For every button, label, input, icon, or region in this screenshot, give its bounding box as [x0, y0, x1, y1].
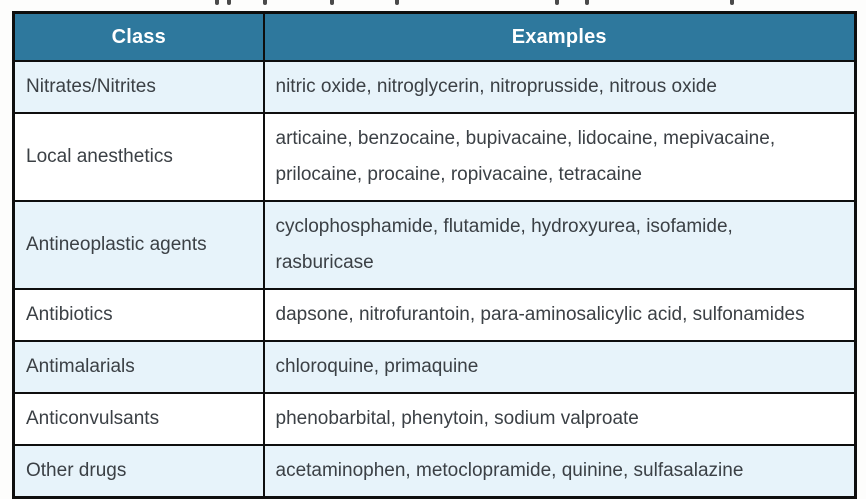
examples-cell: nitric oxide, nitroglycerin, nitroprusside, nitrous oxide [264, 61, 856, 113]
cropped-caption-fragment [0, 0, 866, 8]
class-cell: Nitrates/Nitrites [14, 61, 264, 113]
table-row [14, 341, 856, 393]
column-header-class: Class [14, 13, 264, 62]
class-cell: Anticonvulsants [14, 393, 264, 445]
class-cell: Local anesthetics [14, 113, 264, 201]
caption-descender-mark [730, 0, 734, 5]
class-cell: Antimalarials [14, 341, 264, 393]
caption-descender-mark [263, 0, 267, 5]
table-row [14, 113, 856, 201]
examples-cell: articaine, benzocaine, bupivacaine, lidocaine, mepivacaine, prilocaine, procaine, ropivacaine, tetracaine [264, 113, 856, 201]
caption-descender-mark [555, 0, 559, 5]
class-cell: Other drugs [14, 445, 264, 498]
drug-classes-table [12, 11, 857, 499]
caption-descender-mark [330, 0, 334, 5]
examples-cell: acetaminophen, metoclopramide, quinine, sulfasalazine [264, 445, 856, 498]
class-cell: Antibiotics [14, 289, 264, 341]
table-header-row [14, 13, 856, 62]
table-row [14, 445, 856, 498]
column-header-examples: Examples [264, 13, 856, 62]
examples-cell: phenobarbital, phenytoin, sodium valproate [264, 393, 856, 445]
table-row [14, 61, 856, 113]
caption-descender-mark [395, 0, 399, 5]
class-cell: Antineoplastic agents [14, 201, 264, 289]
table-row [14, 289, 856, 341]
table-row [14, 201, 856, 289]
caption-descender-mark [227, 0, 231, 5]
examples-cell: chloroquine, primaquine [264, 341, 856, 393]
caption-descender-mark [585, 0, 589, 5]
table-row [14, 393, 856, 445]
examples-cell: cyclophosphamide, flutamide, hydroxyurea, isofamide, rasburicase [264, 201, 856, 289]
examples-cell: dapsone, nitrofurantoin, para-aminosalicylic acid, sulfonamides [264, 289, 856, 341]
caption-descender-mark [215, 0, 219, 5]
